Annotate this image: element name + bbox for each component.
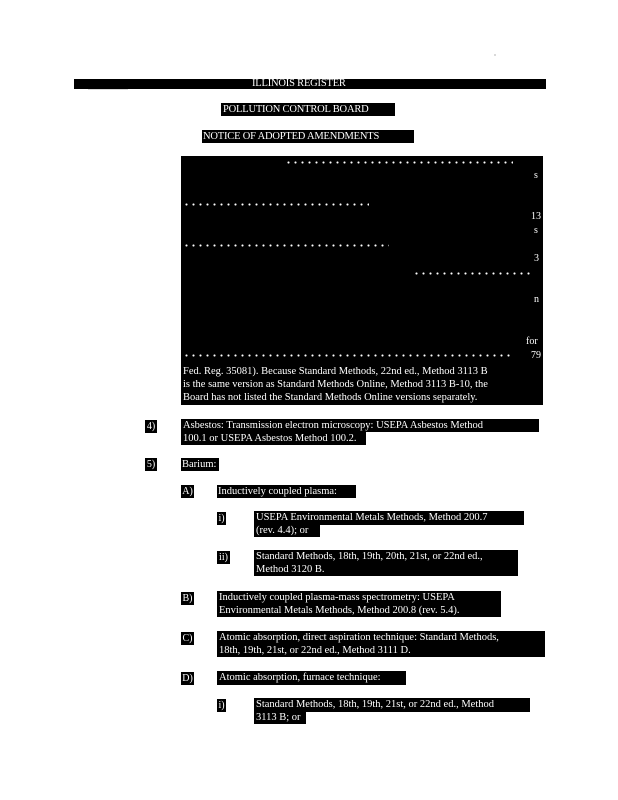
item-marker: i) <box>218 513 225 524</box>
barium-a-i-text <box>254 511 524 525</box>
barium-a-label: Inductively coupled plasma: <box>217 485 356 498</box>
item-marker: i) <box>218 700 225 711</box>
edge-char: 13 <box>531 211 541 222</box>
barium-b-line: Inductively coupled plasma-mass spectrometry: USEPA <box>217 591 501 605</box>
edge-char: s <box>534 170 538 181</box>
asbestos-line: 100.1 or USEPA Asbestos Method 100.2. <box>183 433 357 444</box>
edge-char: 79 <box>531 350 541 361</box>
item-marker: B) <box>182 593 193 604</box>
barium-a-i-line: (rev. 4.4); or <box>254 524 320 537</box>
edge-char: for <box>526 336 538 347</box>
barium-d-i-line: Standard Methods, 18th, 19th, 21st, or 22nd ed., Method <box>254 698 530 712</box>
barium-c-line: 18th, 19th, 21st, or 22nd ed., Method 3111 D. <box>217 644 545 657</box>
barium-d-i-line: 3113 B; or <box>254 711 306 724</box>
asbestos-line: Asbestos: Transmission electron microscopy: USEPA Asbestos Method <box>183 420 484 431</box>
scan-smudge <box>494 54 496 56</box>
barium-label: Barium: <box>181 458 219 471</box>
notice-title: NOTICE OF ADOPTED AMENDMENTS <box>202 130 414 143</box>
item-marker: 4) <box>146 421 156 432</box>
degraded-line <box>285 161 513 164</box>
barium-b-line: Environmental Metals Methods, Method 200.8 (rev. 5.4). <box>217 604 501 617</box>
edge-char: s <box>534 225 538 236</box>
barium-a-i-line: USEPA Environmental Metals Methods, Method 200.7 <box>256 512 488 523</box>
item-marker: A) <box>182 486 193 497</box>
block-line: Board has not listed the Standard Methods Online versions separately. <box>183 392 478 403</box>
block-line: is the same version as Standard Methods Online, Method 3113 B-10, the <box>183 379 488 390</box>
item-marker: 5) <box>146 459 156 470</box>
barium-c-line: Atomic absorption, direct aspiration technique: Standard Methods, <box>217 631 545 645</box>
item-marker: C) <box>182 633 193 644</box>
register-title: ILLINOIS REGISTER <box>252 78 346 89</box>
barium-a-ii-line: Method 3120 B. <box>254 563 518 576</box>
item-marker: ii) <box>217 551 230 564</box>
edge-char: n <box>534 294 539 305</box>
degraded-line <box>413 272 533 275</box>
scan-smudge <box>88 89 128 90</box>
degraded-line <box>183 244 389 247</box>
edge-char: 3 <box>534 253 539 264</box>
block-line: Fed. Reg. 35081). Because Standard Methods, 22nd ed., Method 3113 B <box>183 366 488 377</box>
text-block <box>181 156 543 405</box>
degraded-line <box>183 354 513 357</box>
item-marker: D) <box>182 673 193 684</box>
barium-a-ii-line: Standard Methods, 18th, 19th, 20th, 21st, or 22nd ed., <box>254 550 518 564</box>
board-title: POLLUTION CONTROL BOARD <box>221 103 395 116</box>
barium-d-label: Atomic absorption, furnace technique: <box>217 671 406 685</box>
degraded-line <box>183 203 369 206</box>
